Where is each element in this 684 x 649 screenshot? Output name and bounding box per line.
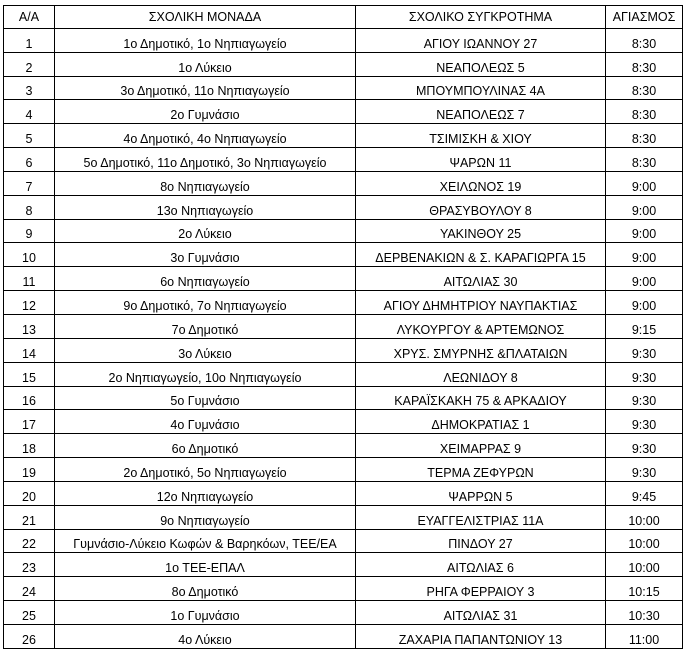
schedule-table xyxy=(3,5,683,649)
table-row xyxy=(4,124,683,148)
cell-complex: ΘΡΑΣΥΒΟΥΛΟΥ 8 xyxy=(356,195,606,219)
cell-complex: ΕΥΑΓΓΕΛΙΣΤΡΙΑΣ 11Α xyxy=(356,505,606,529)
table-row xyxy=(4,76,683,100)
cell-time: 9:30 xyxy=(606,458,683,482)
cell-index: 21 xyxy=(4,505,55,529)
table-row xyxy=(4,52,683,76)
table-row xyxy=(4,291,683,315)
cell-school: 2ο Λύκειο xyxy=(55,219,356,243)
table-row xyxy=(4,219,683,243)
cell-school: 6ο Νηπιαγωγείο xyxy=(55,267,356,291)
cell-complex: ΖΑΧΑΡΙΑ ΠΑΠΑΝΤΩΝΙΟΥ 13 xyxy=(356,624,606,648)
cell-school: 1ο Λύκειο xyxy=(55,52,356,76)
cell-school: 8ο Δημοτικό xyxy=(55,577,356,601)
cell-school: 4ο Λύκειο xyxy=(55,624,356,648)
table-row xyxy=(4,529,683,553)
table-row xyxy=(4,267,683,291)
cell-school: 12ο Νηπιαγωγείο xyxy=(55,481,356,505)
cell-school: 2ο Γυμνάσιο xyxy=(55,100,356,124)
cell-index: 20 xyxy=(4,481,55,505)
cell-index: 8 xyxy=(4,195,55,219)
cell-complex: ΔΕΡΒΕΝΑΚΙΩΝ & Σ. ΚΑΡΑΓΙΩΡΓΑ 15 xyxy=(356,243,606,267)
header-row xyxy=(4,6,683,29)
cell-index: 15 xyxy=(4,362,55,386)
cell-index: 26 xyxy=(4,624,55,648)
cell-complex: ΝΕΑΠΟΛΕΩΣ 7 xyxy=(356,100,606,124)
table-row xyxy=(4,100,683,124)
cell-complex: ΑΙΤΩΛΙΑΣ 6 xyxy=(356,553,606,577)
cell-time: 8:30 xyxy=(606,124,683,148)
table-row xyxy=(4,243,683,267)
cell-school: 2ο Δημοτικό, 5ο Νηπιαγωγείο xyxy=(55,458,356,482)
cell-time: 9:30 xyxy=(606,386,683,410)
cell-school: 5ο Δημοτικό, 11ο Δημοτικό, 3ο Νηπιαγωγείο xyxy=(55,148,356,172)
cell-index: 2 xyxy=(4,52,55,76)
cell-time: 9:00 xyxy=(606,219,683,243)
cell-index: 7 xyxy=(4,171,55,195)
cell-index: 19 xyxy=(4,458,55,482)
cell-school: 5ο Γυμνάσιο xyxy=(55,386,356,410)
cell-index: 6 xyxy=(4,148,55,172)
cell-time: 8:30 xyxy=(606,52,683,76)
table-row xyxy=(4,362,683,386)
cell-complex: ΤΕΡΜΑ ΖΕΦΥΡΩΝ xyxy=(356,458,606,482)
table-row xyxy=(4,28,683,52)
table-row xyxy=(4,410,683,434)
table-row xyxy=(4,481,683,505)
cell-time: 9:00 xyxy=(606,267,683,291)
cell-complex: ΧΕΙΜΑΡΡΑΣ 9 xyxy=(356,434,606,458)
cell-school: 1ο Γυμνάσιο xyxy=(55,601,356,625)
cell-time: 9:45 xyxy=(606,481,683,505)
cell-school: Γυμνάσιο-Λύκειο Κωφών & Βαρηκόων, ΤΕΕ/ΕΑ xyxy=(55,529,356,553)
cell-school: 4ο Γυμνάσιο xyxy=(55,410,356,434)
cell-index: 9 xyxy=(4,219,55,243)
cell-complex: ΥΑΚΙΝΘΟΥ 25 xyxy=(356,219,606,243)
header-index: Α/Α xyxy=(4,6,55,29)
cell-index: 22 xyxy=(4,529,55,553)
cell-index: 14 xyxy=(4,338,55,362)
cell-complex: ΧΕΙΛΩΝΟΣ 19 xyxy=(356,171,606,195)
cell-complex: ΑΙΤΩΛΙΑΣ 31 xyxy=(356,601,606,625)
cell-time: 9:00 xyxy=(606,171,683,195)
cell-school: 2ο Νηπιαγωγείο, 10ο Νηπιαγωγείο xyxy=(55,362,356,386)
cell-index: 13 xyxy=(4,314,55,338)
cell-school: 8ο Νηπιαγωγείο xyxy=(55,171,356,195)
cell-time: 8:30 xyxy=(606,100,683,124)
cell-complex: ΤΣΙΜΙΣΚΗ & ΧΙΟΥ xyxy=(356,124,606,148)
cell-school: 6ο Δημοτικό xyxy=(55,434,356,458)
cell-time: 9:15 xyxy=(606,314,683,338)
cell-index: 3 xyxy=(4,76,55,100)
cell-school: 9ο Δημοτικό, 7ο Νηπιαγωγείο xyxy=(55,291,356,315)
cell-index: 24 xyxy=(4,577,55,601)
cell-school: 9ο Νηπιαγωγείο xyxy=(55,505,356,529)
cell-complex: ΚΑΡΑΪΣΚΑΚΗ 75 & ΑΡΚΑΔΙΟΥ xyxy=(356,386,606,410)
table-row xyxy=(4,148,683,172)
cell-time: 9:30 xyxy=(606,362,683,386)
cell-index: 12 xyxy=(4,291,55,315)
cell-time: 10:15 xyxy=(606,577,683,601)
cell-index: 17 xyxy=(4,410,55,434)
cell-time: 10:00 xyxy=(606,505,683,529)
cell-time: 9:30 xyxy=(606,434,683,458)
cell-school: 3ο Λύκειο xyxy=(55,338,356,362)
cell-index: 5 xyxy=(4,124,55,148)
cell-time: 8:30 xyxy=(606,76,683,100)
cell-time: 9:00 xyxy=(606,195,683,219)
cell-index: 16 xyxy=(4,386,55,410)
cell-complex: ΑΓΙΟΥ ΔΗΜΗΤΡΙΟΥ ΝΑΥΠΑΚΤΙΑΣ xyxy=(356,291,606,315)
cell-time: 9:00 xyxy=(606,291,683,315)
table-row xyxy=(4,505,683,529)
cell-time: 9:00 xyxy=(606,243,683,267)
table-row xyxy=(4,458,683,482)
cell-complex: ΜΠΟΥΜΠΟΥΛΙΝΑΣ 4Α xyxy=(356,76,606,100)
table-row xyxy=(4,553,683,577)
table-row xyxy=(4,601,683,625)
table-row xyxy=(4,195,683,219)
cell-school: 4ο Δημοτικό, 4ο Νηπιαγωγείο xyxy=(55,124,356,148)
table-row xyxy=(4,624,683,648)
cell-index: 25 xyxy=(4,601,55,625)
header-blessing: ΑΓΙΑΣΜΟΣ xyxy=(606,6,683,29)
cell-school: 3ο Γυμνάσιο xyxy=(55,243,356,267)
cell-time: 9:30 xyxy=(606,338,683,362)
cell-complex: ΨΑΡΩΝ 11 xyxy=(356,148,606,172)
table-row xyxy=(4,386,683,410)
cell-index: 23 xyxy=(4,553,55,577)
cell-time: 10:30 xyxy=(606,601,683,625)
cell-school: 1ο ΤΕΕ-ΕΠΑΛ xyxy=(55,553,356,577)
cell-complex: ΑΙΤΩΛΙΑΣ 30 xyxy=(356,267,606,291)
cell-complex: ΡΗΓΑ ΦΕΡΡΑΙΟΥ 3 xyxy=(356,577,606,601)
cell-index: 4 xyxy=(4,100,55,124)
header-complex: ΣΧΟΛΙΚΟ ΣΥΓΚΡΟΤΗΜΑ xyxy=(356,6,606,29)
cell-index: 18 xyxy=(4,434,55,458)
table-row xyxy=(4,434,683,458)
cell-index: 1 xyxy=(4,28,55,52)
cell-complex: ΠΙΝΔΟΥ 27 xyxy=(356,529,606,553)
table-row xyxy=(4,338,683,362)
cell-school: 1ο Δημοτικό, 1ο Νηπιαγωγείο xyxy=(55,28,356,52)
cell-complex: ΑΓΙΟΥ ΙΩΑΝΝΟΥ 27 xyxy=(356,28,606,52)
cell-complex: ΧΡΥΣ. ΣΜΥΡΝΗΣ &ΠΛΑΤΑΙΩΝ xyxy=(356,338,606,362)
table-row xyxy=(4,314,683,338)
table-row xyxy=(4,171,683,195)
cell-school: 7ο Δημοτικό xyxy=(55,314,356,338)
cell-complex: ΝΕΑΠΟΛΕΩΣ 5 xyxy=(356,52,606,76)
cell-complex: ΨΑΡΡΩΝ 5 xyxy=(356,481,606,505)
cell-school: 13ο Νηπιαγωγείο xyxy=(55,195,356,219)
cell-time: 8:30 xyxy=(606,28,683,52)
cell-index: 11 xyxy=(4,267,55,291)
table-row xyxy=(4,577,683,601)
cell-time: 10:00 xyxy=(606,529,683,553)
cell-time: 8:30 xyxy=(606,148,683,172)
cell-complex: ΛΕΩΝΙΔΟΥ 8 xyxy=(356,362,606,386)
cell-complex: ΛΥΚΟΥΡΓΟΥ & ΑΡΤΕΜΩΝΟΣ xyxy=(356,314,606,338)
cell-time: 9:30 xyxy=(606,410,683,434)
header-school: ΣΧΟΛΙΚΗ ΜΟΝΑΔΑ xyxy=(55,6,356,29)
cell-time: 10:00 xyxy=(606,553,683,577)
cell-school: 3ο Δημοτικό, 11ο Νηπιαγωγείο xyxy=(55,76,356,100)
cell-index: 10 xyxy=(4,243,55,267)
cell-complex: ΔΗΜΟΚΡΑΤΙΑΣ 1 xyxy=(356,410,606,434)
cell-time: 11:00 xyxy=(606,624,683,648)
